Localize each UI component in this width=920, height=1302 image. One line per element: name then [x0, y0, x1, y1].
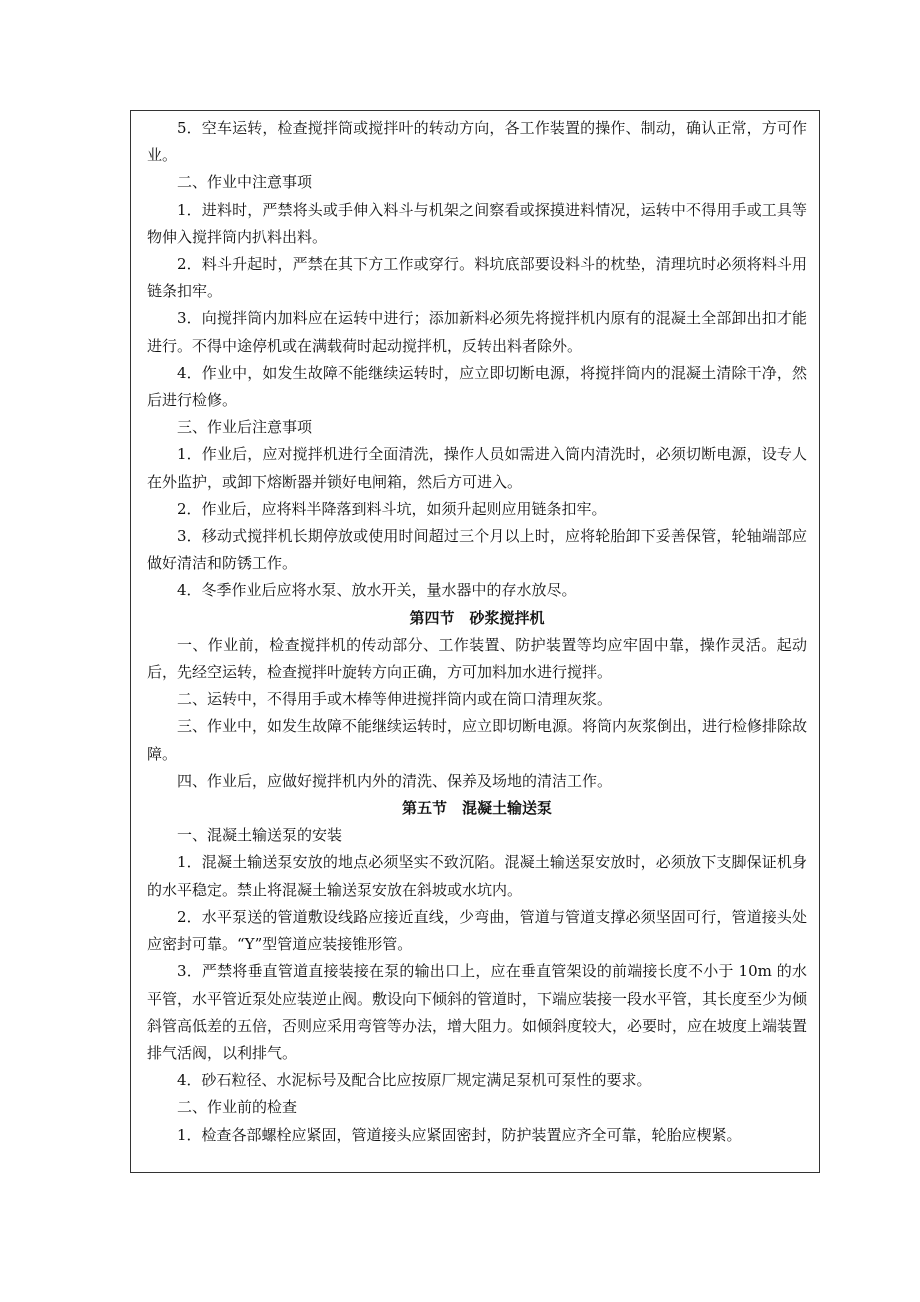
- section-heading: 第四节 砂浆搅拌机: [409, 608, 545, 627]
- paragraph: 三、作业中，如发生故障不能继续运转时，应立即切断电源。将筒内灰浆倒出，进行检修排除故障。: [147, 717, 808, 763]
- subsection-heading: 一、混凝土输送泵的安装: [177, 826, 343, 845]
- paragraph: 1．进料时，严禁将头或手伸入料斗与机架之间察看或探摸进料情况，运转中不得用手或工具等物伸入搅拌筒内扒料出料。: [147, 200, 807, 246]
- paragraph: 一、作业前，检查搅拌机的传动部分、工作装置、防护装置等均应牢固中靠，操作灵活。起动后，先经空运转，检查搅拌叶旋转方向正确，方可加料加水进行搅拌。: [147, 635, 807, 682]
- paragraph: 4．砂石粒径、水泥标号及配合比应按原厂规定满足泵机可泵性的要求。: [177, 1071, 652, 1090]
- subsection-heading: 三、作业后注意事项: [177, 418, 313, 437]
- paragraph: 2．作业后，应将料半降落到料斗坑，如须升起则应用链条扣牢。: [177, 499, 607, 518]
- paragraph: 二、运转中，不得用手或木棒等伸进搅拌筒内或在筒口清理灰浆。: [177, 690, 613, 709]
- paragraph: 2．料斗升起时，严禁在其下方工作或穿行。料坑底部要设料斗的枕垫，清理坑时必须将料斗用链条扣牢。: [147, 255, 807, 301]
- paragraph: 1．作业后，应对搅拌机进行全面清洗，操作人员如需进入筒内清洗时，必须切断电源，设专人在外监护，或卸下熔断器并锁好电闸箱，然后方可进入。: [147, 445, 807, 491]
- paragraph: 2．水平泵送的管道敷设线路应接近直线，少弯曲，管道与管道支撑必须坚固可行，管道接头处应密封可靠。“Y”型管道应装接锥形管。: [147, 907, 807, 954]
- document-body: [147, 115, 807, 1149]
- paragraph: 5．空车运转，检查搅拌筒或搅拌叶的转动方向，各工作装置的操作、制动，确认正常，方可作业。: [147, 119, 807, 165]
- subsection-heading: 二、作业前的检查: [177, 1098, 298, 1117]
- paragraph: 1．检查各部螺栓应紧固，管道接头应紧固密封，防护装置应齐全可靠，轮胎应楔紧。: [177, 1125, 742, 1144]
- paragraph: 3．移动式搅拌机长期停放或使用时间超过三个月以上时，应将轮胎卸下妥善保管，轮轴端部应做好清洁和防锈工作。: [147, 527, 807, 573]
- paragraph: 1．混凝土输送泵安放的地点必须坚实不致沉陷。混凝土输送泵安放时，必须放下支脚保证机身的水平稳定。禁止将混凝土输送泵安放在斜坡或水坑内。: [147, 853, 807, 899]
- paragraph: 3．严禁将垂直管道直接装接在泵的输出口上，应在垂直管架设的前端接长度不小于 10m 的水平管，水平管近泵处应装逆止阀。敷设向下倾斜的管道时，下端应装接一段水平管，其长度至少为倾斜管高低差的五倍，否则应采用弯管等办法，增大阻力。如倾斜度较大，必要时，应在坡度上端装置排气活阀，以利排气。: [147, 962, 808, 1062]
- paragraph: 四、作业后，应做好搅拌机内外的清洗、保养及场地的清洁工作。: [177, 771, 613, 790]
- paragraph: 3．向搅拌筒内加料应在运转中进行；添加新料必须先将搅拌机内原有的混凝土全部卸出扣才能进行。不得中途停机或在满载荷时起动搅拌机，反转出料者除外。: [147, 309, 807, 355]
- section-heading: 第五节 混凝土输送泵: [401, 799, 552, 818]
- paragraph: 4．作业中，如发生故障不能继续运转时，应立即切断电源，将搅拌筒内的混凝土清除干净，然后进行检修。: [147, 363, 807, 410]
- subsection-heading: 二、作业中注意事项: [177, 173, 313, 192]
- paragraph: 4．冬季作业后应将水泵、放水开关，量水器中的存水放尽。: [177, 581, 577, 600]
- document-frame: [130, 110, 820, 1173]
